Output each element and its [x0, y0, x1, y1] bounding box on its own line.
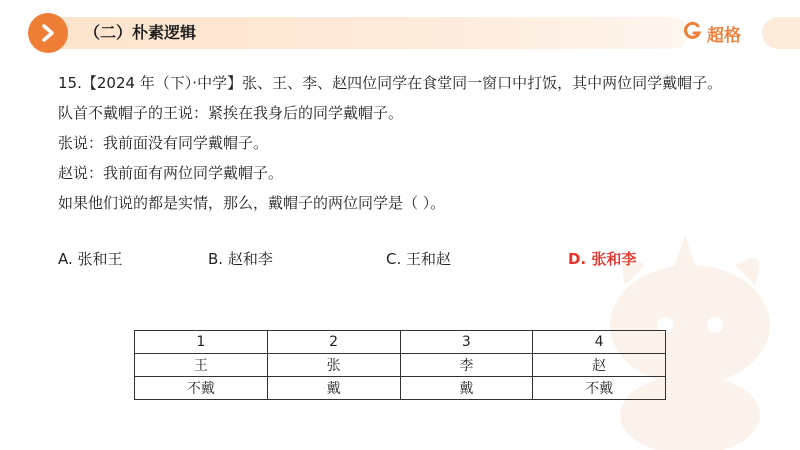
statement-zhang: 张说：我前面没有同学戴帽子。 — [58, 134, 269, 152]
table-cell: 不戴 — [533, 377, 666, 400]
table-cell: 4 — [533, 331, 666, 354]
table-cell: 张 — [267, 354, 400, 377]
table-cell: 2 — [267, 331, 400, 354]
statement-zhao: 赵说：我前面有两位同学戴帽子。 — [58, 164, 284, 182]
brand — [683, 20, 741, 46]
section-title: （二）朴素逻辑 — [84, 23, 197, 42]
table-cell: 3 — [400, 331, 533, 354]
table-row — [135, 354, 666, 377]
table-cell: 戴 — [267, 377, 400, 400]
question-prompt: 如果他们说的都是实情，那么，戴帽子的两位同学是（ ）。 — [58, 194, 446, 212]
seating-table — [134, 330, 666, 400]
header-tail — [762, 17, 800, 49]
option-b[interactable]: B. 赵和李 — [208, 250, 273, 268]
chevron-right-icon — [28, 13, 68, 53]
table-cell: 李 — [400, 354, 533, 377]
statement-wang: 队首不戴帽子的王说：紧挨在我身后的同学戴帽子。 — [58, 104, 404, 122]
table-cell: 1 — [135, 331, 268, 354]
table-cell: 不戴 — [135, 377, 268, 400]
brand-name: 超格 — [707, 25, 741, 46]
table-row — [135, 377, 666, 400]
question-stem: 15.【2024 年（下）·中学】张、王、李、赵四位同学在食堂同一窗口中打饭，其中两位同学戴帽子。 — [58, 74, 723, 92]
table-cell: 赵 — [533, 354, 666, 377]
option-a[interactable]: A. 张和王 — [58, 250, 123, 268]
option-c[interactable]: C. 王和赵 — [386, 250, 452, 268]
table-cell: 戴 — [400, 377, 533, 400]
question-block — [28, 70, 772, 220]
table-cell: 王 — [135, 354, 268, 377]
option-d-answer[interactable]: D. 张和李 — [568, 250, 637, 268]
brand-logo-icon — [683, 21, 703, 45]
table-row — [135, 331, 666, 354]
